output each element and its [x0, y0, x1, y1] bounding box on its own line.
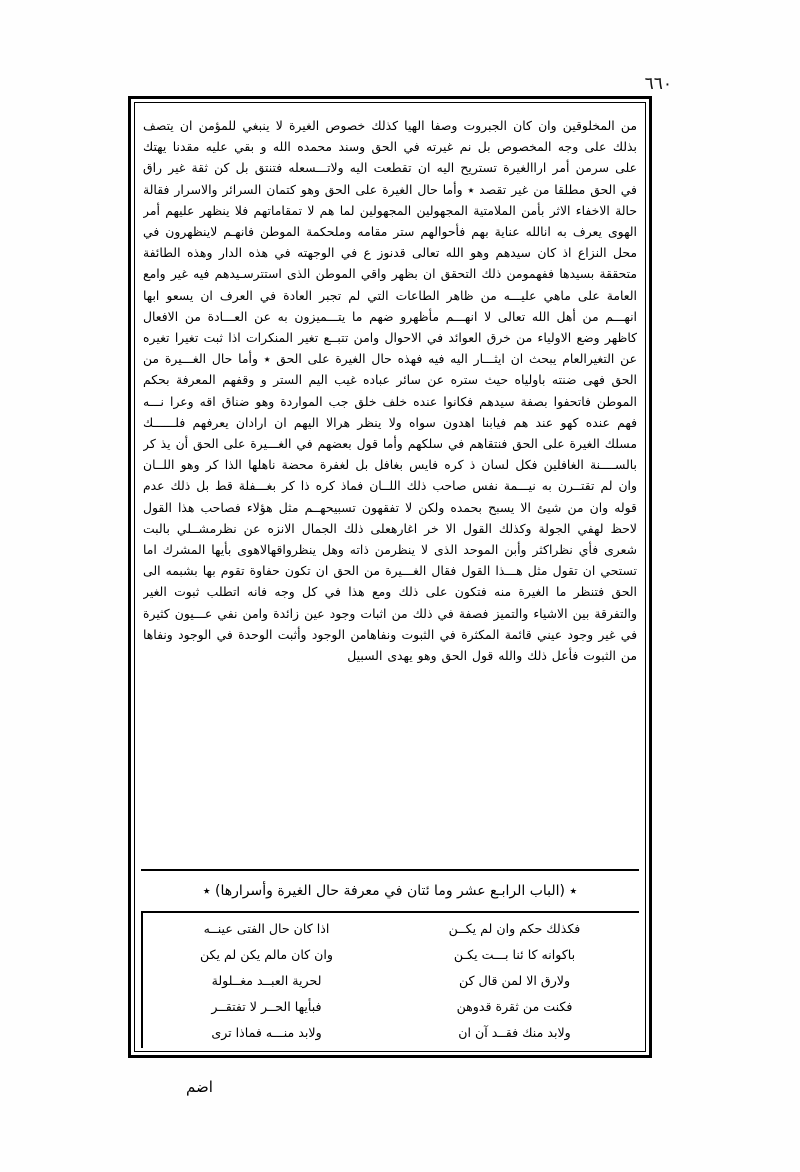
verse-line: اذا كان حال الفتى عينــه [203, 921, 330, 936]
verse-column-right [141, 912, 390, 1048]
page-number: ٦٦٠ [644, 74, 672, 94]
body-text [143, 115, 637, 859]
verse-line: ولارق الا لمن قال كن [458, 973, 571, 988]
text-frame [128, 96, 652, 1058]
verse-line: باكوانه كا ئنا بـــت يكـن [453, 947, 576, 962]
catchword: اضم [186, 1078, 213, 1096]
verse-line: فكنت من ثقرة قدوهن [456, 999, 573, 1014]
verse-line: ولابد منـــه فماذا ترى [211, 1025, 322, 1040]
chapter-heading-text: ٭ (الباب الرابـع عشر وما ئتان في معرفة حال الغيرة وأسرارها) ٭ [202, 883, 578, 899]
verse-line: فبأيها الحــر لا تفتقــر [211, 999, 322, 1014]
verse-line: فكذلك حكم وان لم يكــن [448, 921, 581, 936]
body-paragraph: من المخلوقين وان كان الجبروت وصفا الهيا كذلك خصوص الغيرة لا ينبغي للمؤمن ان يتصف بذلك على وجه المخصوص بل نم غيرته في الحق وسند محمده الله و بقي عليه مقدنا يهتك على سرمن أمر اراالغيرة تستريح اليه ان تقطعت اليه ولاتـــسعله فتنتق بل كن ثقة غير راق في الحق مطلقا من غير تقصد ٭ وأما حال الغيرة على الحق وهو كتمان السرائر والاسرار فقالة حالة الاخفاء الاثر بأمن الملامتية المجهولين المجهولين لما هم لا تمقاماتهم فلا ينظهر عليهم أمر الهوى يعرف به انالله عناية بهم فأحوالهم ستر مقامه وملحكمة الموطن فانهـم لاينظهرون في محل النزاع اذ كان سيدهم وهو الله تعالى قدنوز ع في الوجهته في هذه الدار وهذه الطائفة متحققة بسيدها ففهمومن ذلك التحقق ان بظهر واقي الموطن الذى استترسـيدهم فيه غير وامع العامة على ماهي عليـــه من ظاهر الطاعات التي لم تجبر العادة في العرف ان يسعو ابها انهـــم من أهل الله تعالى لا انهـــم مأظهرو ضهم ما يتـــميزون به عن العـــادة من الافعال كاظهر وضع الاولياء من خرق العوائد في الاحوال وامن تتبــع تغير المنكرات اذا ثبت تغيرا تغيره عن التغيرالعام يبحث ان ايثـــار اليه فيه فهذه حال الغيرة على الحق ٭ وأما حال الغـــيرة من الحق فهى ضنته باولياه حيث ستره عن سائر عباده غيب اليم الستر و وقفهم المعرفة بحكم الموطن فاتحفوا بصفة سيدهم فكانوا عنده خلف خلق جب المواردة وهو ضناق اقه وعرا نـــه فهم عنده كهو عند هم فيابنا اهدون سواه ولا ينظر هرالا اليهم ان ارادان يعرفهم فلــــــك مسلك الغيرة على الحق فنتقاهم في سلكهم وأما قول بعضهم في الغـــيرة على الحق أن يذ كر بالســــنة الغافلين فكل لسان ذ كره فايس بغافل بل لغفرة محضة ناهلها الذا كر وهو اللــان وان لم تقتــرن به نيـــمة نفس صاحب ذلك اللــان فماذ كره ذا كر بغـــفلة قط بل ذلك عدم قوله وان من شيئ الا يسبح بحمده ولكن لا تفقهون تسبيحهــم مثل هؤلاء فصاحب هذا القول لاحظ لهفي الجولة وكذلك القول الا خر اغارهعلى ذلك الجمال الانزه عن نظرمشــلي بالبت شعرى فأي نظراكثر وأبن الموحد الذى لا ينظرمن ذاته وهل ينظرواقهالاهوى بأيها المشرك اما تستحي ان تقول مثل هـــذا القول فقال الغـــيرة من الحق ان تكون حفاوة تقوم بها بشبمه الى الحق فتنظر ما الغيرة منه فتكون على ذلك ومع هذا في كل وجه فانه اتطلب ثبوت الغير والتفرقة بين الاشياء والتميز فصفة في ذلك من اثبات وجود عين زائدة وامن نفي عـــيون كثيرة في غير وجود عيني قائمة المكثرة في الثبوت ونفاهامن الوجود وأثبت الوحدة في الوجود ونفاها من الثبوت فأعل ذلك والله قول الحق وهو يهدى السبيل [143, 118, 637, 664]
verse-table [141, 911, 639, 1048]
verse-line: وان كان مالم يكن لم يكن [199, 947, 334, 962]
chapter-heading-band [141, 869, 639, 913]
verse-column-left [390, 912, 639, 1048]
verse-line: ولابد منك فقــد آن ان [458, 1025, 571, 1040]
verse-line: لحرية العبــد مغــلولة [211, 973, 322, 988]
